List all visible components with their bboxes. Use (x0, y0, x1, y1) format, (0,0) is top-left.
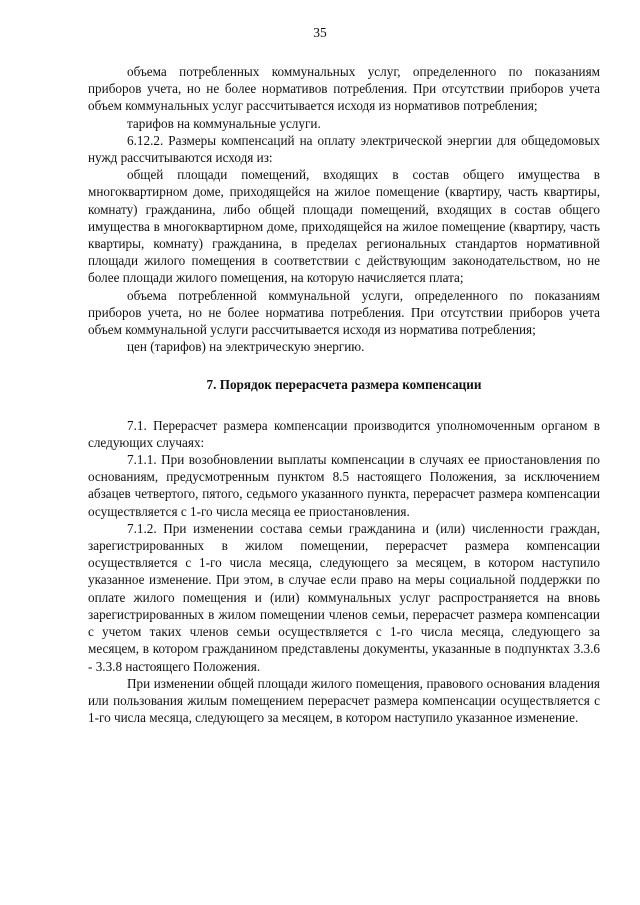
paragraph-tariffs: тарифов на коммунальные услуги. (127, 115, 321, 131)
paragraph-area-change: При изменении общей площади жилого помещения, правового основания владения или пользования жилым помещением перерасчет размера компенсации осуществляется с 1-го числа месяца, следующего за месяцем, в котором наступило указанное изменение. (88, 675, 600, 726)
paragraph-volume-utilities: объема потребленных коммунальных услуг, определенного по показаниям приборов учета, но не более нормативов потребления. При отсутствии приборов учета объем коммунальных услуг рассчитывается исходя из нормативов потребления; (88, 64, 600, 114)
paragraph-7-1-1: 7.1.1. При возобновлении выплаты компенсации в случаях ее приостановления по основаниям, предусмотренным пунктом 8.5 настоящего Положения, за исключением абзацев четвертого, пятого, седьмого указанного пункта, перерасчет размера компенсации осуществляется с 1-го числа месяца ее приостановления. (88, 452, 600, 519)
paragraph-electricity-prices: цен (тарифов) на электрическую энергию. (127, 339, 365, 355)
page-body (88, 63, 600, 726)
paragraph-volume-utility: объема потребленной коммунальной услуги, определенного по показаниям приборов учета, но не более норматива потребления. При отсутствии приборов учета объем коммунальной услуги рассчитывается исходя из норматива потребления; (88, 287, 600, 338)
page-number: 35 (313, 25, 327, 40)
paragraph-common-area: общей площади помещений, входящих в состав общего имущества в многоквартирном доме, приходящейся на жилое помещение (квартиру, часть квартиры, комнату) гражданина, либо общей площади помещений, входящих в состав общего имущества в многоквартирном доме, приходящейся на жилое помещение (квартиру, часть квартиры, комнату) гражданина, в пределах региональных стандартов нормативной площади жилого помещения в соответствии с действующим законодательством, но не более площади жилого помещения, на которую начисляется плата; (88, 167, 600, 286)
paragraph-7-1: 7.1. Перерасчет размера компенсации производится уполномоченным органом в следующих случаях: (88, 417, 600, 450)
paragraph-6-12-2: 6.12.2. Размеры компенсаций на оплату электрической энергии для общедомовых нужд рассчитываются исходя из: (88, 132, 600, 166)
paragraph-7-1-2: 7.1.2. При изменении состава семьи гражданина и (или) численности граждан, зарегистрированных в жилом помещении, перерасчет размера компенсации осуществляется с 1-го числа месяца, следующего за месяцем, в котором наступило указанное изменение. При этом, в случае если право на меры социальной поддержки по оплате жилого помещения и (или) коммунальных услуг распространяется на вновь зарегистрированных в жилом помещении членов семьи, перерасчет размера компенсации с учетом таких членов семьи осуществляется с 1-го числа месяца, следующего за месяцем, в котором гражданином представлены документы, указанные в подпунктах 3.3.6 - 3.3.8 настоящего Положения. (88, 520, 600, 674)
section-heading: 7. Порядок перерасчета размера компенсации (206, 377, 482, 393)
